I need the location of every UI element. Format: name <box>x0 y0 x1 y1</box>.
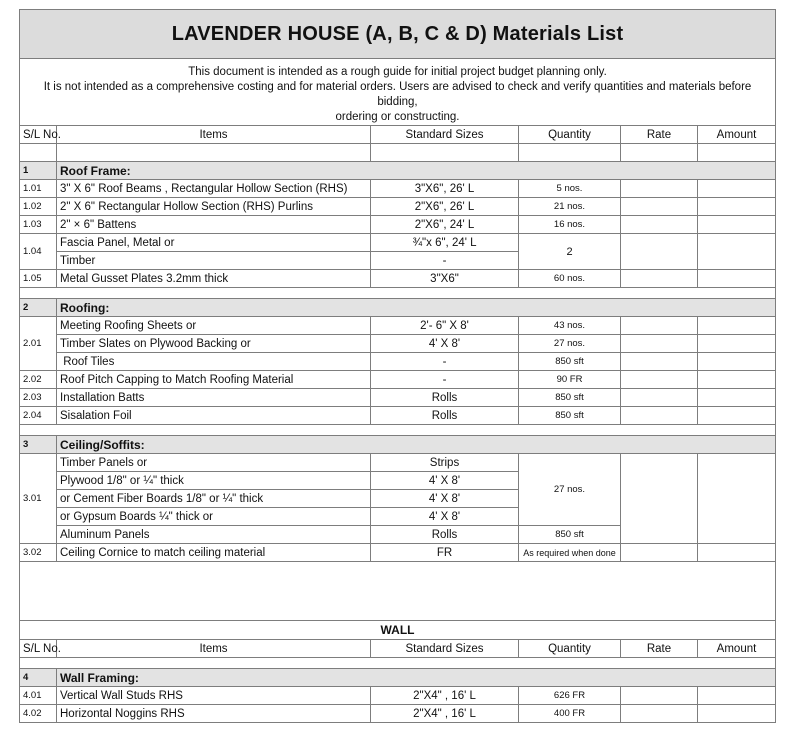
title-row <box>20 10 776 59</box>
section-title: Wall Framing: <box>57 669 776 687</box>
row-rate <box>621 371 698 389</box>
col-amount-header: Amount <box>698 126 776 144</box>
row-qty: 60 nos. <box>519 270 621 288</box>
row-sl: 1.02 <box>20 198 57 216</box>
row-amount <box>698 353 776 371</box>
row-size: FR <box>371 544 519 562</box>
spacer-row <box>20 288 776 299</box>
row-sl: 3.01 <box>20 454 57 544</box>
section-header-wall-framing <box>20 669 776 687</box>
row-sl: 4.01 <box>20 687 57 705</box>
row-qty: 27 nos. <box>519 454 621 526</box>
row-sl: 1.05 <box>20 270 57 288</box>
row-item: 3" X 6" Roof Beams , Rectangular Hollow Section (RHS) <box>57 180 371 198</box>
row-item: Roof Pitch Capping to Match Roofing Material <box>57 371 371 389</box>
table-row <box>20 454 776 472</box>
row-item: or Gypsum Boards ¼" thick or <box>57 508 371 526</box>
row-item: Sisalation Foil <box>57 407 371 425</box>
row-item: Plywood 1/8" or ¼" thick <box>57 472 371 490</box>
row-sl: 1.03 <box>20 216 57 234</box>
row-rate <box>621 317 698 335</box>
row-amount <box>698 270 776 288</box>
section-title: Ceiling/Soffits: <box>57 436 776 454</box>
col-items-header: Items <box>57 640 371 658</box>
row-size: Strips <box>371 454 519 472</box>
row-item: 2" X 6" Rectangular Hollow Section (RHS) Purlins <box>57 198 371 216</box>
row-amount <box>698 371 776 389</box>
row-size: 4' X 8' <box>371 490 519 508</box>
table-row <box>20 687 776 705</box>
intro-line-3: ordering or constructing. <box>335 111 460 123</box>
row-size: 2"X4" , 16' L <box>371 687 519 705</box>
row-rate <box>621 407 698 425</box>
row-sl: 2.02 <box>20 371 57 389</box>
row-size: 3"X6", 26' L <box>371 180 519 198</box>
section-number: 4 <box>20 669 57 687</box>
table-row <box>20 234 776 252</box>
section-title: Roofing: <box>57 299 776 317</box>
row-amount <box>698 454 776 544</box>
row-rate <box>621 270 698 288</box>
row-item: Roof Tiles <box>57 353 371 371</box>
row-sl: 2.01 <box>20 317 57 371</box>
table-row <box>20 180 776 198</box>
spacer-row <box>20 562 776 621</box>
row-qty: 5 nos. <box>519 180 621 198</box>
row-item: Timber Slates on Plywood Backing or <box>57 335 371 353</box>
col-sl-header: S/L No. <box>20 640 57 658</box>
row-qty: 400 FR <box>519 705 621 723</box>
row-rate <box>621 216 698 234</box>
col-amount-header: Amount <box>698 640 776 658</box>
materials-sheet <box>19 9 775 723</box>
section-header-roof-frame <box>20 162 776 180</box>
row-amount <box>698 180 776 198</box>
row-qty: As required when done <box>519 544 621 562</box>
row-qty: 21 nos. <box>519 198 621 216</box>
row-sl: 3.02 <box>20 544 57 562</box>
row-sl: 1.04 <box>20 234 57 270</box>
section-number: 2 <box>20 299 57 317</box>
row-item: Timber <box>57 252 371 270</box>
spacer-row <box>20 144 776 162</box>
row-size: ¾"x 6", 24' L <box>371 234 519 252</box>
row-amount <box>698 544 776 562</box>
row-size: Rolls <box>371 407 519 425</box>
table-row <box>20 317 776 335</box>
wall-heading-row <box>20 621 776 640</box>
row-amount <box>698 389 776 407</box>
row-item: Vertical Wall Studs RHS <box>57 687 371 705</box>
row-rate <box>621 389 698 407</box>
col-quantity-header: Quantity <box>519 126 621 144</box>
row-qty: 850 sft <box>519 389 621 407</box>
row-amount <box>698 198 776 216</box>
row-sl: 2.03 <box>20 389 57 407</box>
table-row <box>20 216 776 234</box>
intro-line-1: This document is intended as a rough guide for initial project budget planning only. <box>188 66 607 78</box>
row-item: or Cement Fiber Boards 1/8" or ¼" thick <box>57 490 371 508</box>
row-rate <box>621 544 698 562</box>
row-qty: 27 nos. <box>519 335 621 353</box>
row-rate <box>621 335 698 353</box>
row-size: 4' X 8' <box>371 508 519 526</box>
row-amount <box>698 687 776 705</box>
table-row <box>20 389 776 407</box>
section-header-roofing <box>20 299 776 317</box>
row-size: 3"X6" <box>371 270 519 288</box>
row-item: Timber Panels or <box>57 454 371 472</box>
row-item: Ceiling Cornice to match ceiling material <box>57 544 371 562</box>
section-header-ceiling <box>20 436 776 454</box>
intro-line-2: It is not intended as a comprehensive costing and for material orders. Users are advised to check and verify quantities and materials before bidding, <box>43 81 752 108</box>
row-qty: 626 FR <box>519 687 621 705</box>
section-title: Roof Frame: <box>57 162 776 180</box>
row-size: 4' X 8' <box>371 472 519 490</box>
row-item: Fascia Panel, Metal or <box>57 234 371 252</box>
row-size: Rolls <box>371 389 519 407</box>
row-amount <box>698 705 776 723</box>
row-sl: 1.01 <box>20 180 57 198</box>
col-quantity-header: Quantity <box>519 640 621 658</box>
section-number: 1 <box>20 162 57 180</box>
row-qty: 16 nos. <box>519 216 621 234</box>
row-size: 2"X6", 24' L <box>371 216 519 234</box>
table-row <box>20 705 776 723</box>
row-size: - <box>371 371 519 389</box>
intro-row <box>20 59 776 126</box>
row-rate <box>621 454 698 544</box>
row-qty: 850 sft <box>519 353 621 371</box>
table-row <box>20 544 776 562</box>
row-size: 2"X4" , 16' L <box>371 705 519 723</box>
row-amount <box>698 407 776 425</box>
spacer-row <box>20 658 776 669</box>
row-item: Metal Gusset Plates 3.2mm thick <box>57 270 371 288</box>
materials-table <box>19 9 776 723</box>
row-item: Installation Batts <box>57 389 371 407</box>
spacer-row <box>20 425 776 436</box>
table-row <box>20 270 776 288</box>
row-rate <box>621 198 698 216</box>
table-row <box>20 371 776 389</box>
col-sizes-header: Standard Sizes <box>371 640 519 658</box>
row-qty: 850 sft <box>519 407 621 425</box>
row-sl: 4.02 <box>20 705 57 723</box>
section-number: 3 <box>20 436 57 454</box>
col-rate-header: Rate <box>621 640 698 658</box>
wall-heading: WALL <box>20 621 776 640</box>
col-items-header: Items <box>57 126 371 144</box>
column-header-row <box>20 640 776 658</box>
row-qty: 850 sft <box>519 526 621 544</box>
row-size: 2'- 6" X 8' <box>371 317 519 335</box>
row-rate <box>621 180 698 198</box>
row-size: 4' X 8' <box>371 335 519 353</box>
column-header-row <box>20 126 776 144</box>
row-rate <box>621 234 698 270</box>
row-item: 2" × 6" Battens <box>57 216 371 234</box>
table-row <box>20 198 776 216</box>
row-amount <box>698 317 776 335</box>
row-amount <box>698 234 776 270</box>
table-row <box>20 353 776 371</box>
row-item: Meeting Roofing Sheets or <box>57 317 371 335</box>
row-qty: 2 <box>519 234 621 270</box>
row-qty: 90 FR <box>519 371 621 389</box>
row-size: 2"X6", 26' L <box>371 198 519 216</box>
row-rate <box>621 705 698 723</box>
col-sizes-header: Standard Sizes <box>371 126 519 144</box>
document-title: LAVENDER HOUSE (A, B, C & D) Materials List <box>20 10 776 59</box>
row-amount <box>698 216 776 234</box>
table-row <box>20 335 776 353</box>
intro-text <box>20 59 776 126</box>
row-qty: 43 nos. <box>519 317 621 335</box>
row-rate <box>621 353 698 371</box>
row-item: Aluminum Panels <box>57 526 371 544</box>
table-row <box>20 407 776 425</box>
col-sl-header: S/L No. <box>20 126 57 144</box>
row-rate <box>621 687 698 705</box>
row-item: Horizontal Noggins RHS <box>57 705 371 723</box>
col-rate-header: Rate <box>621 126 698 144</box>
row-sl: 2.04 <box>20 407 57 425</box>
row-size: Rolls <box>371 526 519 544</box>
row-size: - <box>371 252 519 270</box>
row-amount <box>698 335 776 353</box>
row-size: - <box>371 353 519 371</box>
